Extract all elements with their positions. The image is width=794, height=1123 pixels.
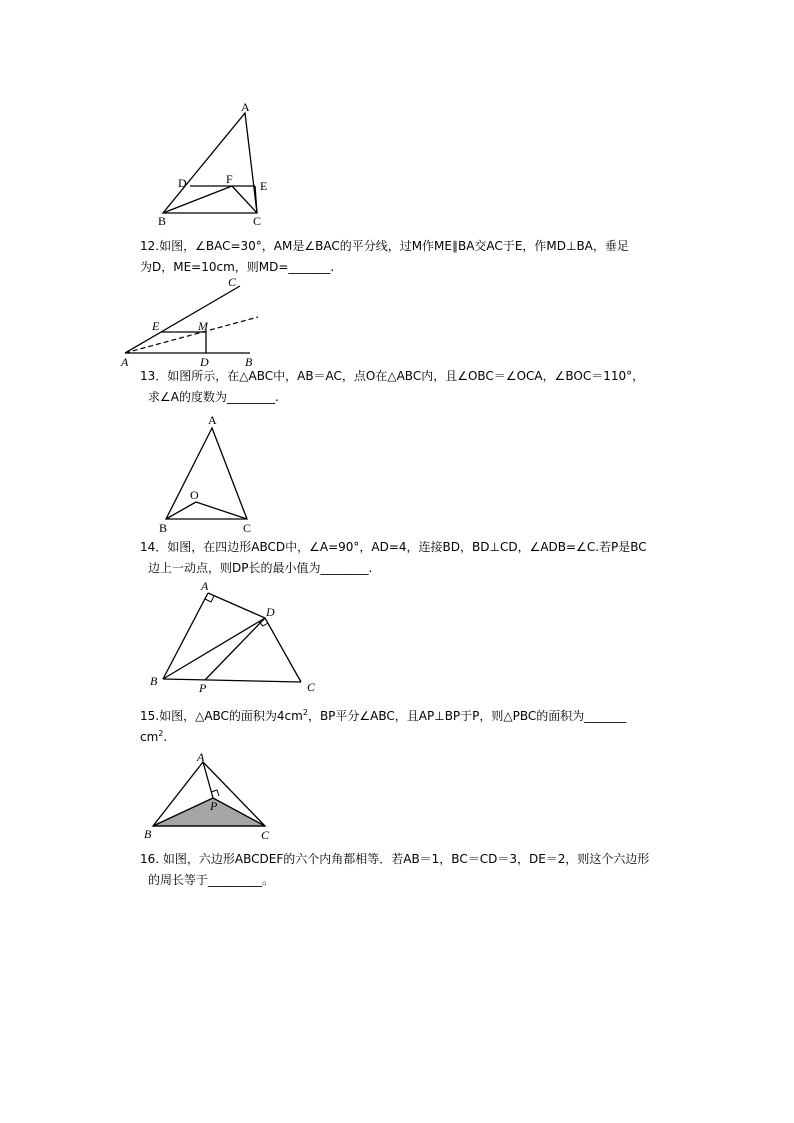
- label-d: D: [178, 176, 187, 190]
- label-f: F: [226, 172, 233, 186]
- label-e: E: [152, 319, 160, 333]
- question-13-line2: 求∠A的度数为________.: [148, 390, 279, 404]
- label-b: B: [245, 355, 253, 369]
- question-13-line1: 13．如图所示，在△ABC中，AB＝AC，点O在△ABC内，且∠OBC＝∠OCA，∠BOC＝110°，: [140, 369, 645, 383]
- label-c: C: [253, 214, 262, 228]
- label-c: C: [243, 521, 252, 535]
- question-14-line2: 边上一动点，则DP长的最小值为________.: [148, 561, 373, 575]
- label-a: A: [201, 579, 209, 593]
- question-16-line1: 16. 如图，六边形ABCDEF的六个内角都相等．若AB＝1，BC＝CD＝3，DE＝2，则这个六边形: [140, 852, 650, 866]
- question-15: [140, 706, 680, 748]
- label-b: B: [150, 674, 158, 688]
- ray-ac: [125, 286, 240, 353]
- label-a: A: [208, 413, 217, 427]
- shaded-triangle-pbc: [153, 798, 265, 826]
- figure-triangle-abc-def: [150, 98, 290, 230]
- label-b: B: [158, 214, 167, 228]
- figure-triangle-shaded-pbc: [140, 752, 280, 844]
- label-p: P: [199, 681, 207, 695]
- segment-fc: [232, 186, 257, 213]
- label-a: A: [121, 355, 129, 369]
- label-b: B: [159, 521, 168, 535]
- question-12-line1: 12.如图，∠BAC=30°，AM是∠BAC的平分线，过M作ME∥BA交AC于E，作MD⊥BA，垂足: [140, 239, 629, 253]
- label-a: A: [197, 750, 205, 764]
- label-a: A: [241, 100, 250, 114]
- label-p: P: [210, 799, 218, 813]
- label-c: C: [228, 275, 237, 289]
- question-16-line2: 的周长等于_________。: [148, 873, 275, 887]
- question-15-line2: $cm^2$.: [140, 729, 168, 744]
- bisector-am: [125, 317, 258, 353]
- question-14: [140, 537, 680, 579]
- question-12: [140, 236, 680, 278]
- figure-angle-bisector: [118, 274, 268, 370]
- label-e: E: [260, 179, 268, 193]
- label-d: D: [200, 355, 209, 369]
- question-15-line1: 15.如图，△ABC的面积为$4cm^2$，BP平分∠ABC，且AP⊥BP于P，则△PBC的面积为_______: [140, 708, 627, 723]
- question-14-line1: 14．如图，在四边形ABCD中，∠A=90°，AD=4，连接BD，BD⊥CD，∠ADB=∠C.若P是BC: [140, 540, 647, 554]
- label-o: O: [190, 488, 199, 502]
- label-m: M: [198, 319, 208, 333]
- segment-bc: [163, 679, 301, 682]
- figure-quadrilateral-abcd: [145, 578, 325, 696]
- label-c: C: [307, 680, 316, 694]
- label-d: D: [266, 605, 275, 619]
- label-b: B: [144, 827, 152, 841]
- question-12-line2: 为D，ME=10cm，则MD=_______.: [140, 260, 335, 274]
- label-c: C: [261, 828, 270, 842]
- segment-dc: [265, 618, 301, 682]
- question-16: [140, 849, 680, 891]
- segment-oc: [196, 502, 247, 519]
- segment-ad: [208, 593, 265, 618]
- question-13: [140, 366, 680, 408]
- figure-isosceles-triangle-o: [154, 412, 264, 538]
